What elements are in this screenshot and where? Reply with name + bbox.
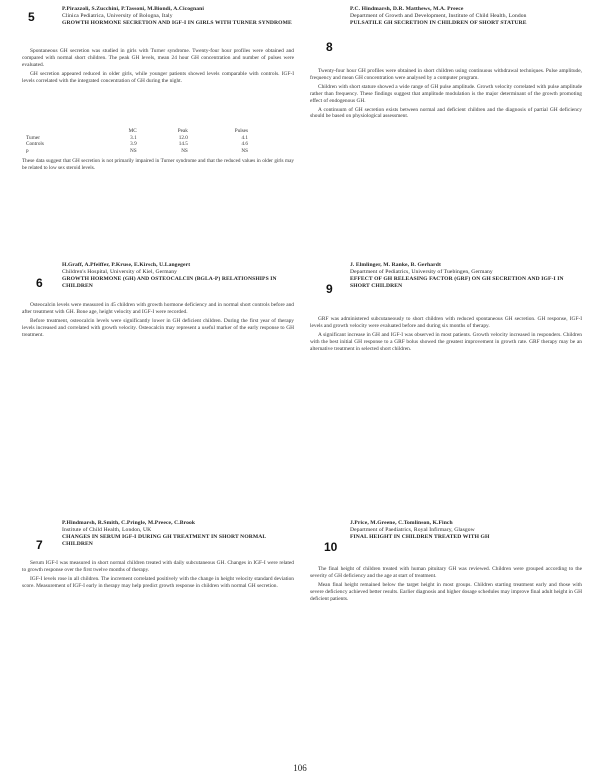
abstract-paragraph: GH secretion appeared reduced in older girls, while younger patients showed levels comparable with controls. IGF-I levels correlated with the integrated concentration of GH during the night. — [22, 70, 294, 84]
abstract-body — [310, 68, 582, 122]
abstract-paragraph: Children with short stature showed a wide range of GH pulse amplitude. Growth velocity correlated with pulse amplitude rather than frequency. These findings suggest that amplitude modulation is the major determinant of the growth promoting effect of endogenous GH. — [310, 83, 582, 104]
abstract-paragraph: Spontaneous GH secretion was studied in girls with Turner syndrome. Twenty-four hour profiles were obtained and compared with normal short children. The peak GH levels, mean 24 hour GH concentration and number of pulses were evaluated. — [22, 48, 294, 68]
abstract-number: 9 — [326, 282, 333, 296]
table-header-cell: Pulses — [234, 128, 248, 134]
abstract-authors: J.Price, M.Greene, C.Tomlinson, K.Finch — [350, 520, 453, 526]
table-cell: 12.0 — [178, 134, 188, 141]
table-cell: p — [26, 147, 29, 154]
abstract-title: FINAL HEIGHT IN CHILDREN TREATED WITH GH — [350, 534, 490, 540]
table-cell: 3.9 — [130, 141, 137, 147]
table-header-cell: Peak — [177, 128, 188, 134]
abstract-paragraph: Serum IGF-I was measured in short normal children treated with daily subcutaneous GH. Changes in IGF-I were related to growth response over the first twelve months of therapy. — [22, 560, 294, 573]
abstract-header — [350, 262, 580, 290]
abstract-paragraph: A continuum of GH secretion exists between normal and deficient children and the diagnosis of partial GH deficiency should be based on physiological assessment. — [310, 106, 582, 120]
abstract-affiliation: Clinica Pediatrica, University of Bologna, Italy — [62, 13, 173, 19]
page-number: 106 — [293, 763, 307, 773]
table-cell: 14.5 — [178, 141, 188, 147]
table-cell: Controls — [26, 141, 44, 147]
abstract-header — [62, 6, 292, 27]
abstract-affiliation: Institute of Child Health, London, UK — [62, 527, 152, 533]
table-header-cell: MC — [128, 128, 137, 134]
abstract-header — [62, 520, 292, 548]
abstract-title: EFFECT OF GH RELEASING FACTOR (GRF) ON GH SECRETION AND IGF-I IN SHORT CHILDREN — [350, 276, 564, 289]
abstract-authors: H.Graff, A.Pfeiffer, P.Kruse, E.Kirsch, U.Langegert — [62, 262, 191, 268]
table-cell: NS — [130, 147, 137, 154]
abstract-paragraph: Osteocalcin levels were measured in 45 children with growth hormone deficiency and in normal short controls before and after treatment with GH. Bone age, height velocity and IGF-I were recorded. — [22, 302, 294, 315]
abstract-number: 8 — [326, 40, 333, 54]
abstract-body — [22, 302, 294, 341]
abstract-header — [350, 520, 580, 541]
abstract-paragraph: IGF-I levels rose in all children. The increment correlated positively with the change in height velocity standard deviation score. Measurement of IGF-I early in therapy may help predict growth response in children with normal GH secretion. — [22, 575, 294, 589]
abstract-footnote: These data suggest that GH secretion is not primarily impaired in Turner syndrome and that the reduced values in older girls may be related to low sex steroid levels. — [22, 158, 294, 171]
abstract-title: PULSATILE GH SECRETION IN CHILDREN OF SHORT STATURE — [350, 20, 527, 26]
abstract-header — [350, 6, 580, 27]
abstract-paragraph: Before treatment, osteocalcin levels were significantly lower in GH deficient children. During the first year of therapy levels increased and correlated with growth velocity. Osteocalcin may represent a useful marker of the early response to GH treatment. — [22, 317, 294, 338]
results-table — [22, 128, 252, 154]
abstract-number: 5 — [28, 10, 35, 24]
abstract-affiliation: Department of Pediatrics, University of Tuebingen, Germany — [350, 269, 493, 275]
abstract-header — [62, 262, 292, 290]
table-cell: 4.6 — [241, 141, 248, 147]
abstract-body — [22, 48, 294, 87]
table-cell: 3.1 — [130, 134, 137, 141]
abstract-paragraph: Twenty-four hour GH profiles were obtained in short children using continuous withdrawal techniques. Pulse amplitude, frequency and mean GH concentration were analysed by a computer program. — [310, 68, 582, 81]
abstract-number: 7 — [36, 538, 43, 552]
abstract-number: 10 — [324, 540, 338, 554]
abstract-affiliation: Department of Growth and Development, Institute of Child Health, London — [350, 13, 527, 19]
abstract-authors: P.Hindmarsh, R.Smith, C.Pringle, M.Preece, C.Brook — [62, 520, 196, 526]
abstract-affiliation: Department of Paediatrics, Royal Infirmary, Glasgow — [350, 527, 475, 533]
table-cell: Turner — [26, 134, 40, 141]
abstract-title: GROWTH HORMONE SECRETION AND IGF-I IN GIRLS WITH TURNER SYNDROME — [62, 20, 292, 26]
abstract-paragraph: Mean final height remained below the target height in most groups. Children starting treatment early and those with severe deficiency achieved better results. Earlier diagnosis and higher dosage schedules may improve final adult height in GH deficient patients. — [310, 581, 582, 602]
table-cell: NS — [181, 147, 188, 154]
abstract-authors: P.C. Hindmarsh, D.R. Matthews, M.A. Preece — [350, 6, 464, 12]
abstract-title: CHANGES IN SERUM IGF-I DURING GH TREATMENT IN SHORT NORMAL CHILDREN — [62, 534, 266, 547]
abstract-authors: J. Elmlinger, M. Ranke, B. Gerhardt — [350, 262, 441, 268]
abstract-paragraph: A significant increase in GH and IGF-I was observed in most patients. Growth velocity increased in responders. Children with the best initial GH response to a GRF bolus showed the greatest improvement in growth rate. GRF therapy may be an alternative treatment in selected short children. — [310, 331, 582, 352]
abstract-body — [22, 560, 294, 592]
table-cell: 4.1 — [241, 134, 248, 141]
abstract-paragraph: The final height of children treated with human pituitary GH was reviewed. Children were grouped according to the severity of GH deficiency and the age at start of treatment. — [310, 566, 582, 579]
abstract-title: GROWTH HORMONE (GH) AND OSTEOCALCIN (BGLA-P) RELATIONSHIPS IN CHILDREN — [62, 276, 277, 289]
abstract-body — [310, 566, 582, 605]
abstract-affiliation: Children's Hospital, University of Kiel, Germany — [62, 269, 178, 275]
table-cell: NS — [241, 147, 248, 154]
table-row — [22, 148, 252, 155]
abstract-authors: P.Pirazzoli, S.Zucchini, P.Tassoni, M.Biondi, A.Cicognani — [62, 6, 204, 12]
abstract-number: 6 — [36, 276, 43, 290]
abstract-paragraph: GRF was administered subcutaneously to short children with reduced spontaneous GH secretion. GH response, IGF-I levels and growth velocity were evaluated before and during six months of therapy. — [310, 316, 582, 329]
abstract-body — [310, 316, 582, 355]
